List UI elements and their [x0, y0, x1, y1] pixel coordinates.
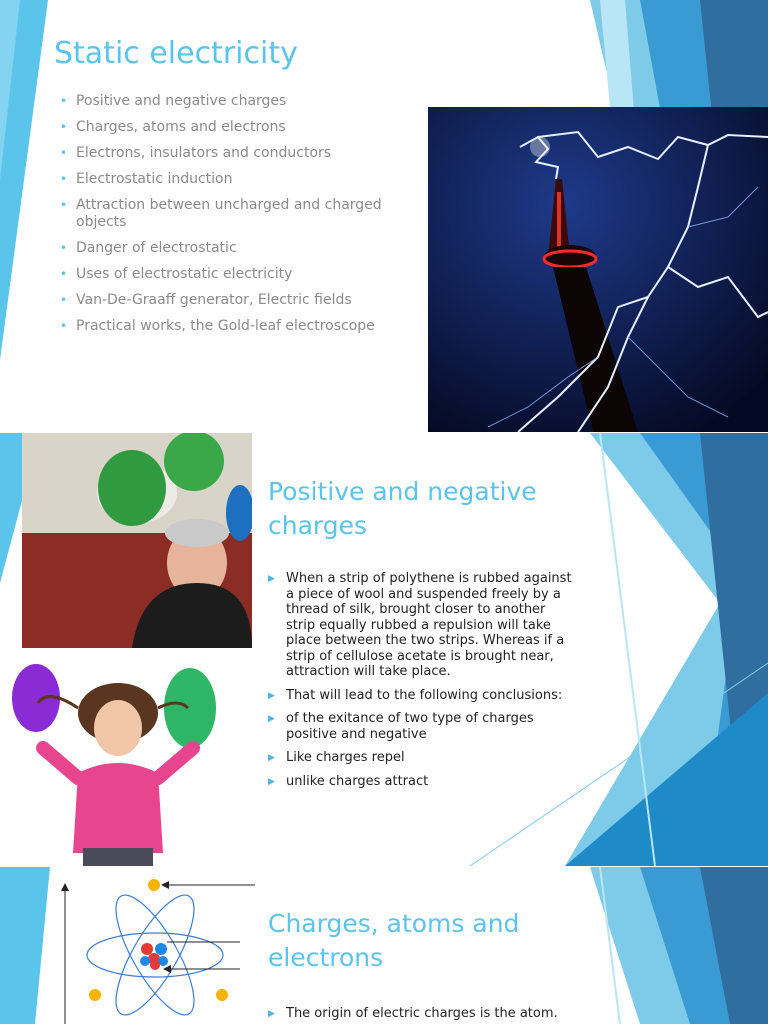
topic-item: • Charges, atoms and electrons	[60, 119, 390, 136]
content-list	[268, 1006, 573, 1024]
topic-item: • Attraction between uncharged and charged objects	[60, 197, 390, 231]
content-item: ▶ When a strip of polythene is rubbed against a piece of wool and suspended freely by a thread of silk, brought closer to another strip equally rubbed a repulsion will take place between the two strips. Whereas if a strip of cellulose acetate is brought near, attraction will take place.	[268, 571, 573, 680]
topic-list	[60, 93, 390, 344]
man-with-balloons-photo	[22, 433, 252, 648]
content-item: ▶ of the exitance of two type of charges positive and negative	[268, 711, 573, 742]
topic-item: • Practical works, the Gold-leaf electroscope	[60, 318, 390, 335]
slide-positive-negative-charges	[0, 433, 768, 866]
atom-diagram	[55, 875, 255, 1024]
topic-item: • Van-De-Graaff generator, Electric fields	[60, 292, 390, 309]
topic-item: • Danger of electrostatic	[60, 240, 390, 257]
content-item: ▶ unlike charges attract	[268, 774, 573, 790]
slide-title: Positive and negative charges	[268, 477, 537, 540]
content-item: ▶ That will lead to the following conclusions:	[268, 688, 573, 704]
content-item: ▶ Like charges repel	[268, 750, 573, 766]
content-item: ▶ The origin of electric charges is the atom.	[268, 1006, 573, 1022]
topic-item: • Electrostatic induction	[60, 171, 390, 188]
slide-title: Charges, atoms and electrons	[268, 909, 520, 972]
content-list	[268, 571, 573, 797]
slide-static-electricity	[0, 0, 768, 432]
slide-charges-atoms-electrons	[0, 867, 768, 1024]
slide-title: Static electricity	[54, 36, 298, 71]
lightning-tower-photo	[428, 107, 768, 432]
topic-item: • Electrons, insulators and conductors	[60, 145, 390, 162]
topic-item: • Uses of electrostatic electricity	[60, 266, 390, 283]
topic-item: • Positive and negative charges	[60, 93, 390, 110]
girl-with-balloons-photo	[8, 648, 223, 866]
